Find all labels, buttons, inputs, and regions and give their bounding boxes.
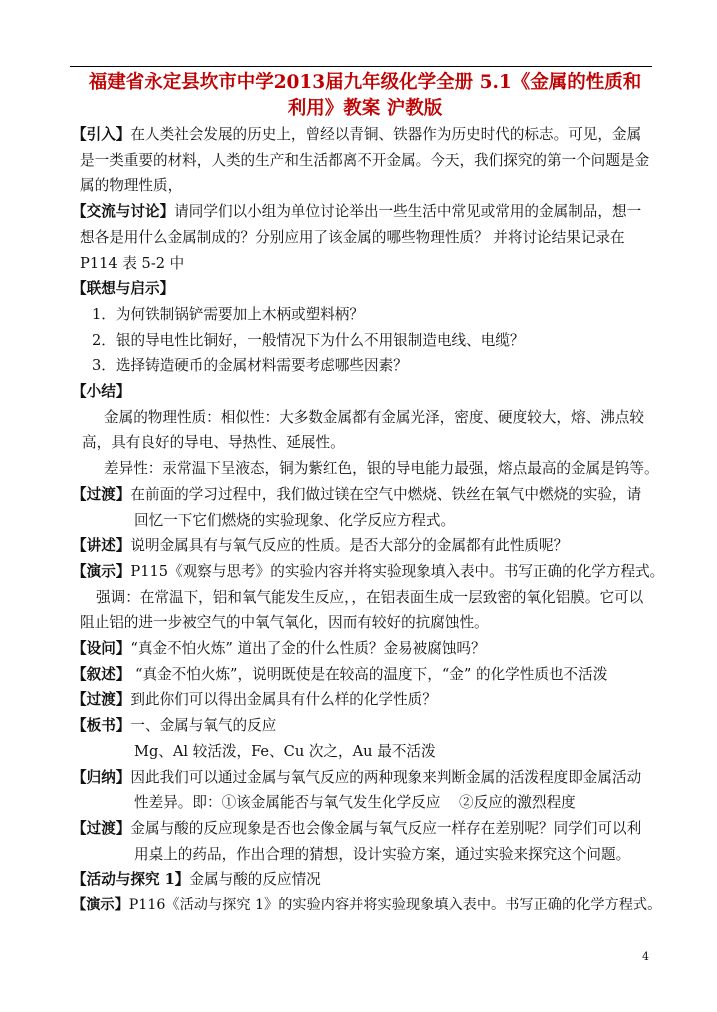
narration-paragraph [72, 662, 656, 688]
transition-3-line-2: 用桌上的药品，作出合理的猜想，设计实验方案，通过实验来探究这个问题。 [134, 845, 631, 863]
ask-paragraph [72, 636, 656, 662]
narration-line-1: “真金不怕火炼”，说明既使是在较高的温度下，“金” 的化学性质也不活泼 [130, 665, 608, 683]
discuss-line-2: 想各是用什么金属制成的？分别应用了该金属的哪些物理性质？ 并将讨论结果记录在 [80, 228, 625, 246]
transition-2-line-1: 到此你们可以得出金属具有什么样的化学性质？ [130, 691, 437, 709]
board-line-2: Mg、Al 较活泼，Fe、Cu 次之，Au 最不活泼 [134, 742, 436, 760]
discuss-tag: 【交流与讨论】 [72, 203, 175, 221]
explain-line-1: 说明金属具有与氧气反应的性质。是否大部分的金属都有此性质呢？ [130, 537, 569, 555]
board-line-1: 一、金属与氧气的反应 [130, 717, 277, 735]
intro-paragraph [72, 122, 656, 148]
activity-paragraph [72, 867, 656, 893]
transition-2-tag: 【过渡】 [72, 691, 131, 709]
induction-paragraph [72, 765, 656, 791]
discuss-line-1: 请同学们以小组为单位讨论举出一些生活中常见或常用的金属制品，想一 [174, 203, 642, 221]
induction-line-1: 因此我们可以通过金属与氧气反应的两种现象来判断金属的活泼程度即金属活动 [130, 768, 642, 786]
activity-line-1: 金属与酸的反应情况 [189, 871, 321, 889]
assoc-tag: 【联想与启示】 [72, 280, 175, 298]
header-rule [70, 66, 652, 67]
ask-tag: 【设问】 [72, 640, 131, 658]
emphasis-line-2: 阻止铝的进一步被空气的中氧气氧化，因而有较好的抗腐蚀性。 [80, 614, 489, 632]
demo-2-line-1: P116《活动与探究 1》的实验内容并将实验现象填入表中。书写正确的化学方程式。 [128, 897, 662, 914]
induction-tag: 【归纳】 [72, 768, 131, 786]
ask-line-1: “真金不怕火炼” 道出了金的什么性质？金易被腐蚀吗？ [130, 640, 486, 658]
demo-2-tag: 【演示】 [72, 897, 129, 914]
summary-line-3: 差异性：汞常温下呈液态，铜为紫红色，银的导电能力最强，熔点最高的金属是钨等。 [104, 460, 659, 478]
demo-1-paragraph [72, 559, 665, 585]
transition-3-tag: 【过渡】 [72, 819, 131, 837]
board-tag: 【板书】 [72, 717, 131, 735]
demo-2-paragraph [72, 893, 662, 919]
narration-tag: 【叙述】 [72, 665, 131, 683]
document-title [70, 70, 660, 122]
induction-line-2: 性差异。即：①该金属能否与氧气发生化学反应 ②反应的激烈程度 [134, 794, 576, 812]
summary-line-1: 金属的物理性质：相似性：大多数金属都有金属光泽，密度、硬度较大，熔、沸点较 [104, 408, 644, 426]
discuss-line-3: P114 表 5-2 中 [80, 254, 185, 272]
demo-1-line-1: P115《观察与思考》的实验内容并将实验现象填入表中。书写正确的化学方程式。 [130, 562, 665, 580]
intro-line-2: 是一类重要的材料，人类的生产和生活都离不开金属。今天，我们探究的第一个问题是金 [80, 151, 650, 169]
intro-tag: 【引入】 [72, 126, 131, 143]
transition-1-line-1: 在前面的学习过程中，我们做过镁在空气中燃烧、铁丝在氧气中燃烧的实验，请 [130, 485, 642, 503]
intro-line-3: 属的物理性质， [80, 177, 183, 195]
title-line-1: 福建省永定县坎市中学2013届九年级化学全册 5.1《金属的性质和 [88, 72, 642, 93]
transition-3-line-1: 金属与酸的反应现象是否也会像金属与氧气反应一样存在差别呢？同学们可以利 [130, 819, 642, 837]
activity-tag: 【活动与探究 1】 [72, 871, 190, 889]
board-paragraph [72, 713, 656, 739]
transition-1-tag: 【过渡】 [72, 485, 131, 503]
explain-tag: 【讲述】 [72, 537, 131, 555]
summary-tag: 【小结】 [72, 383, 131, 401]
transition-3 [72, 816, 656, 842]
transition-1-line-2: 回忆一下它们燃烧的实验现象、化学反应方程式。 [134, 511, 456, 529]
explain-paragraph [72, 533, 656, 559]
transition-2 [72, 687, 656, 713]
emphasis-line-1: 强调：在常温下，铝和氧气能发生反应，，在铝表面生成一层致密的氧化铝膜。它可以 [96, 588, 644, 606]
question-2: 2．银的导电性比铜好，一般情况下为什么不用银制造电线、电缆？ [92, 331, 525, 349]
discuss-paragraph [72, 199, 656, 225]
page-number: 4 [642, 950, 649, 963]
summary-line-2: 高，具有良好的导电、导热性、延展性。 [82, 434, 345, 452]
transition-1 [72, 482, 656, 508]
demo-1-tag: 【演示】 [72, 562, 131, 580]
intro-line-1: 在人类社会发展的历史上，曾经以青铜、铁器作为历史时代的标志。可见，金属 [130, 126, 642, 143]
title-line-2: 利用》教案 沪教版 [287, 98, 443, 119]
document-body [72, 122, 665, 919]
question-1: 1．为何铁制锅铲需要加上木柄或塑料柄？ [92, 305, 364, 323]
question-3: 3．选择铸造硬币的金属材料需要考虑哪些因素？ [92, 357, 408, 375]
